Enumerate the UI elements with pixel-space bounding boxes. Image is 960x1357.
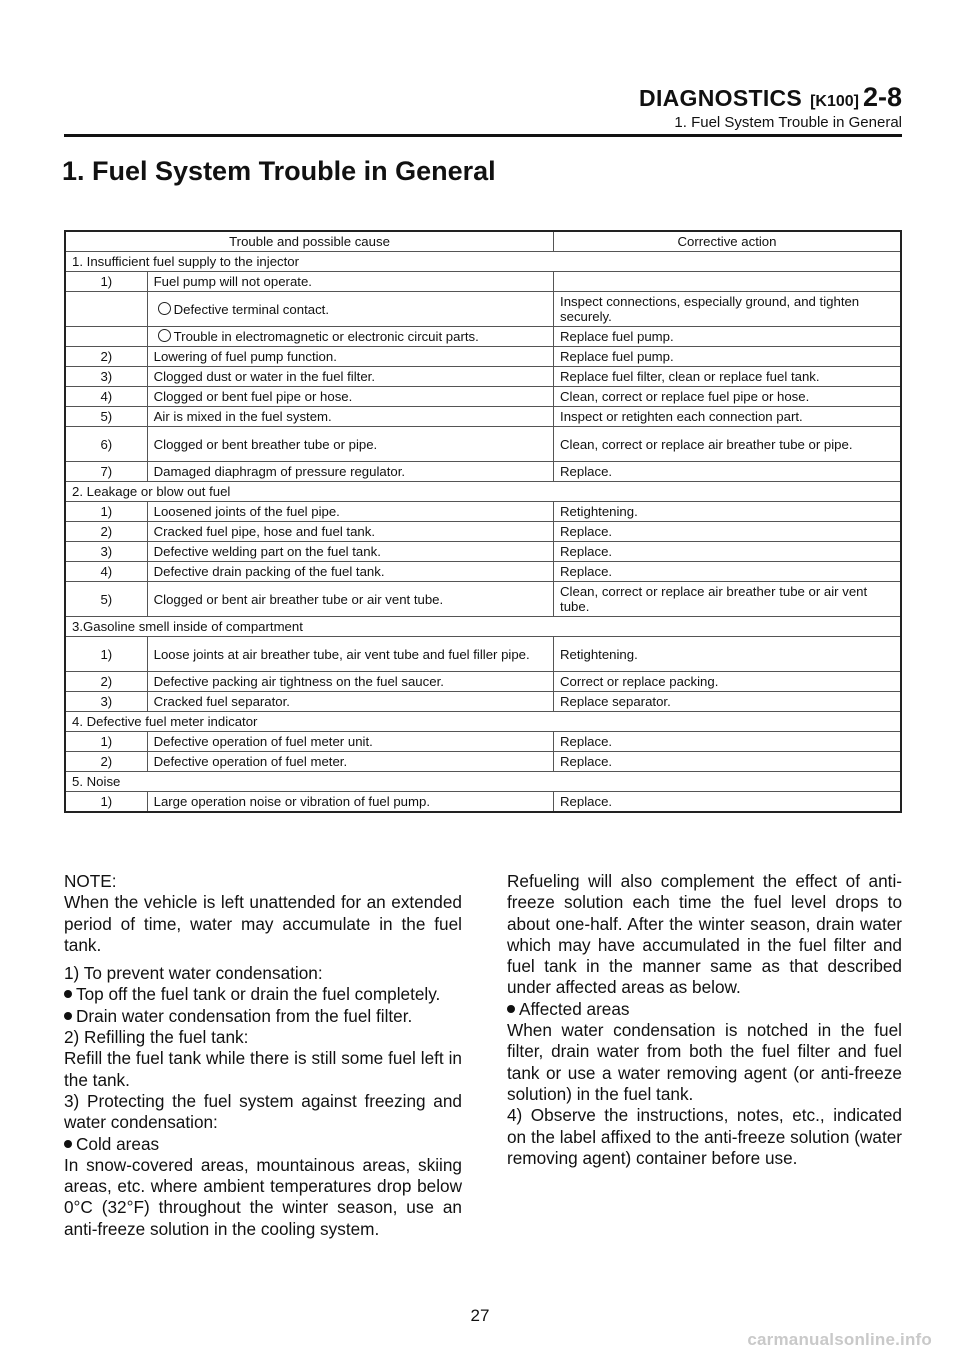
note-bullet — [64, 1134, 462, 1155]
note-cold-areas-text: In snow-covered areas, mountainous areas, skiing areas, etc. where ambient temperatures drop below 0°C (32°F) throughout the winter season, use an anti-freeze solution in the cooling system. — [64, 1154, 462, 1239]
row-cause-text: Damaged diaphragm of pressure regulator. — [153, 464, 406, 479]
table-row — [65, 522, 901, 542]
row-number: 3) — [65, 542, 147, 562]
note-column-left — [64, 871, 462, 1240]
row-number: 2) — [65, 522, 147, 542]
row-cause-text: Large operation noise or vibration of fuel pump. — [153, 794, 430, 809]
table-row — [65, 427, 901, 462]
row-cause — [147, 427, 553, 462]
row-cause-text: Lowering of fuel pump function. — [153, 349, 337, 364]
row-number — [65, 292, 147, 327]
column-header-action: Corrective action — [554, 231, 901, 252]
table-row — [65, 562, 901, 582]
note-step-2-text: Refill the fuel tank while there is still some fuel left in the tank. — [64, 1048, 462, 1090]
section-title-text: Gasoline smell inside of compartment — [83, 619, 303, 634]
row-number: 5) — [65, 407, 147, 427]
circle-bullet-icon — [158, 302, 171, 315]
table-header-row — [65, 231, 901, 252]
trouble-table — [64, 230, 902, 813]
row-cause-text: Fuel pump will not operate. — [153, 274, 312, 289]
row-action: Clean, correct or replace air breather tube or air vent tube. — [554, 582, 901, 617]
row-number: 2) — [65, 752, 147, 772]
row-cause — [147, 752, 553, 772]
row-action: Retightening. — [554, 637, 901, 672]
row-cause — [147, 562, 553, 582]
bullet-icon — [64, 990, 72, 998]
page-header — [64, 84, 902, 130]
row-number: 4) — [65, 387, 147, 407]
note-bullet — [64, 1006, 462, 1027]
row-cause — [147, 637, 553, 672]
table-row — [65, 582, 901, 617]
row-cause-text: Air is mixed in the fuel system. — [153, 409, 332, 424]
note-bullet — [64, 984, 462, 1005]
row-action: Retightening. — [554, 502, 901, 522]
row-cause — [147, 292, 553, 327]
row-action: Replace fuel filter, clean or replace fuel tank. — [554, 367, 901, 387]
table-row — [65, 542, 901, 562]
row-cause-text: Defective packing air tightness on the fuel saucer. — [153, 674, 444, 689]
row-number: 3) — [65, 692, 147, 712]
section-title-text: 4. Defective fuel meter indicator — [72, 714, 258, 729]
row-action: Replace fuel pump. — [554, 327, 901, 347]
row-cause — [147, 732, 553, 752]
row-cause-text: Clogged or bent fuel pipe or hose. — [153, 389, 353, 404]
section-row — [65, 617, 901, 637]
section-row — [65, 712, 901, 732]
table-row — [65, 637, 901, 672]
row-number: 2) — [65, 672, 147, 692]
row-action: Inspect or retighten each connection part. — [554, 407, 901, 427]
row-cause-text: Trouble in electromagnetic or electronic circuit parts. — [173, 329, 479, 344]
bullet-icon — [64, 1140, 72, 1148]
bullet-icon — [64, 1012, 72, 1020]
section-row — [65, 482, 901, 502]
row-cause — [147, 792, 553, 813]
row-number: 1) — [65, 732, 147, 752]
section-title — [65, 772, 901, 792]
row-number: 2) — [65, 347, 147, 367]
section-row — [65, 252, 901, 272]
section-title — [65, 482, 901, 502]
note-step-4-text: 4) Observe the instructions, notes, etc., indicated on the label affixed to the anti-freeze solution (water removing agent) container before use. — [507, 1105, 902, 1168]
row-cause-text: Defective welding part on the fuel tank. — [153, 544, 381, 559]
row-action: Correct or replace packing. — [554, 672, 901, 692]
row-number — [65, 327, 147, 347]
section-row — [65, 772, 901, 792]
row-number: 1) — [65, 502, 147, 522]
row-cause — [147, 522, 553, 542]
bullet-icon — [507, 1005, 515, 1013]
watermark: carmanualsonline.info — [747, 1330, 932, 1349]
row-number: 5) — [65, 582, 147, 617]
header-rule — [64, 134, 902, 137]
table-row — [65, 752, 901, 772]
row-cause — [147, 692, 553, 712]
bullet-text: Cold areas — [76, 1133, 160, 1154]
row-cause — [147, 502, 553, 522]
table-row — [65, 292, 901, 327]
row-number: 6) — [65, 427, 147, 462]
row-number: 1) — [65, 637, 147, 672]
table-row — [65, 732, 901, 752]
bullet-text: Drain water condensation from the fuel filter. — [76, 1005, 413, 1026]
row-action: Replace. — [554, 522, 901, 542]
row-action: Replace. — [554, 542, 901, 562]
section-title-text: 5. Noise — [72, 774, 121, 789]
row-action: Replace. — [554, 752, 901, 772]
section-title-text: 2. Leakage or blow out fuel — [72, 484, 231, 499]
row-action: Replace. — [554, 732, 901, 752]
note-bullet — [507, 999, 902, 1020]
bullet-text: Top off the fuel tank or drain the fuel completely. — [76, 984, 441, 1005]
row-action: Replace. — [554, 562, 901, 582]
row-action: Replace. — [554, 792, 901, 813]
row-cause-text: Cracked fuel separator. — [153, 694, 290, 709]
row-cause-text: Defective operation of fuel meter unit. — [153, 734, 373, 749]
row-action: Inspect connections, especially ground, and tighten securely. — [554, 292, 901, 327]
bullet-text: Affected areas — [519, 998, 630, 1019]
note-intro: When the vehicle is left unattended for an extended period of time, water may accumulate in the fuel tank. — [64, 892, 462, 955]
table-body — [65, 252, 901, 813]
circle-bullet-icon — [158, 329, 171, 342]
row-number: 1) — [65, 792, 147, 813]
table-row — [65, 387, 901, 407]
table-row — [65, 792, 901, 813]
table-row — [65, 502, 901, 522]
row-cause-text: Clogged or bent breather tube or pipe. — [153, 436, 378, 452]
row-number: 7) — [65, 462, 147, 482]
row-cause — [147, 272, 553, 292]
column-header-cause: Trouble and possible cause — [65, 231, 554, 252]
table-row — [65, 347, 901, 367]
table-row — [65, 462, 901, 482]
note-column-right — [507, 871, 902, 1169]
row-cause — [147, 672, 553, 692]
header-subtitle: 1. Fuel System Trouble in General — [674, 114, 902, 131]
row-action: Replace fuel pump. — [554, 347, 901, 367]
note-affected-areas-text: When water condensation is notched in the fuel filter, drain water from both the fuel filter and fuel tank or use a water removing agent (or anti-freeze solution) in the fuel tank. — [507, 1020, 902, 1104]
table-row — [65, 367, 901, 387]
row-cause — [147, 462, 553, 482]
section-title — [65, 617, 901, 637]
row-cause — [147, 542, 553, 562]
row-cause-text: Defective operation of fuel meter. — [153, 754, 348, 769]
note-label: NOTE: — [64, 871, 117, 891]
header-number: 2-8 — [862, 82, 902, 112]
section-title-text: 1. Insufficient fuel supply to the injector — [72, 254, 300, 269]
row-cause — [147, 407, 553, 427]
row-cause — [147, 367, 553, 387]
header-section: DIAGNOSTICS — [639, 85, 803, 111]
row-action — [554, 272, 901, 292]
row-number: 4) — [65, 562, 147, 582]
section-title — [65, 252, 901, 272]
row-cause-text: Loose joints at air breather tube, air vent tube and fuel filler pipe. — [153, 646, 530, 662]
table-row — [65, 407, 901, 427]
row-cause-text: Clogged or bent air breather tube or air vent tube. — [153, 591, 444, 607]
table-row — [65, 272, 901, 292]
page-number: 27 — [470, 1306, 490, 1325]
page-title: 1. Fuel System Trouble in General — [62, 156, 496, 186]
row-action: Clean, correct or replace air breather tube or pipe. — [554, 427, 901, 462]
table-row — [65, 692, 901, 712]
row-cause-text: Defective terminal contact. — [173, 301, 329, 317]
note-step-2-title: 2) Refilling the fuel tank: — [64, 1027, 249, 1048]
row-cause-text: Cracked fuel pipe, hose and fuel tank. — [153, 524, 376, 539]
row-number: 3) — [65, 367, 147, 387]
row-cause — [147, 327, 553, 347]
row-cause-text: Clogged dust or water in the fuel filter. — [153, 369, 375, 384]
table-row — [65, 672, 901, 692]
row-action: Replace separator. — [554, 692, 901, 712]
row-cause — [147, 387, 553, 407]
row-cause — [147, 582, 553, 617]
note-step-1-title: 1) To prevent water condensation: — [64, 963, 323, 984]
note-step-3-title: 3) Protecting the fuel system against freezing and water condensation: — [64, 1090, 462, 1133]
row-action: Clean, correct or replace fuel pipe or hose. — [554, 387, 901, 407]
row-action: Replace. — [554, 462, 901, 482]
section-title — [65, 712, 901, 732]
header-line — [64, 84, 902, 111]
row-number: 1) — [65, 272, 147, 292]
table-row — [65, 327, 901, 347]
row-cause-text: Defective drain packing of the fuel tank. — [153, 564, 385, 579]
section-number: 3. — [72, 619, 83, 634]
header-code: [K100] — [810, 93, 859, 110]
row-cause-text: Loosened joints of the fuel pipe. — [153, 504, 340, 519]
note-refueling-text: Refueling will also complement the effect of anti-freeze solution each time the fuel level drops to about one-half. After the winter season, drain water which may have accumulated in the fuel filter and fuel tank in the manner same as that described under affected areas as below. — [507, 871, 902, 998]
row-cause — [147, 347, 553, 367]
